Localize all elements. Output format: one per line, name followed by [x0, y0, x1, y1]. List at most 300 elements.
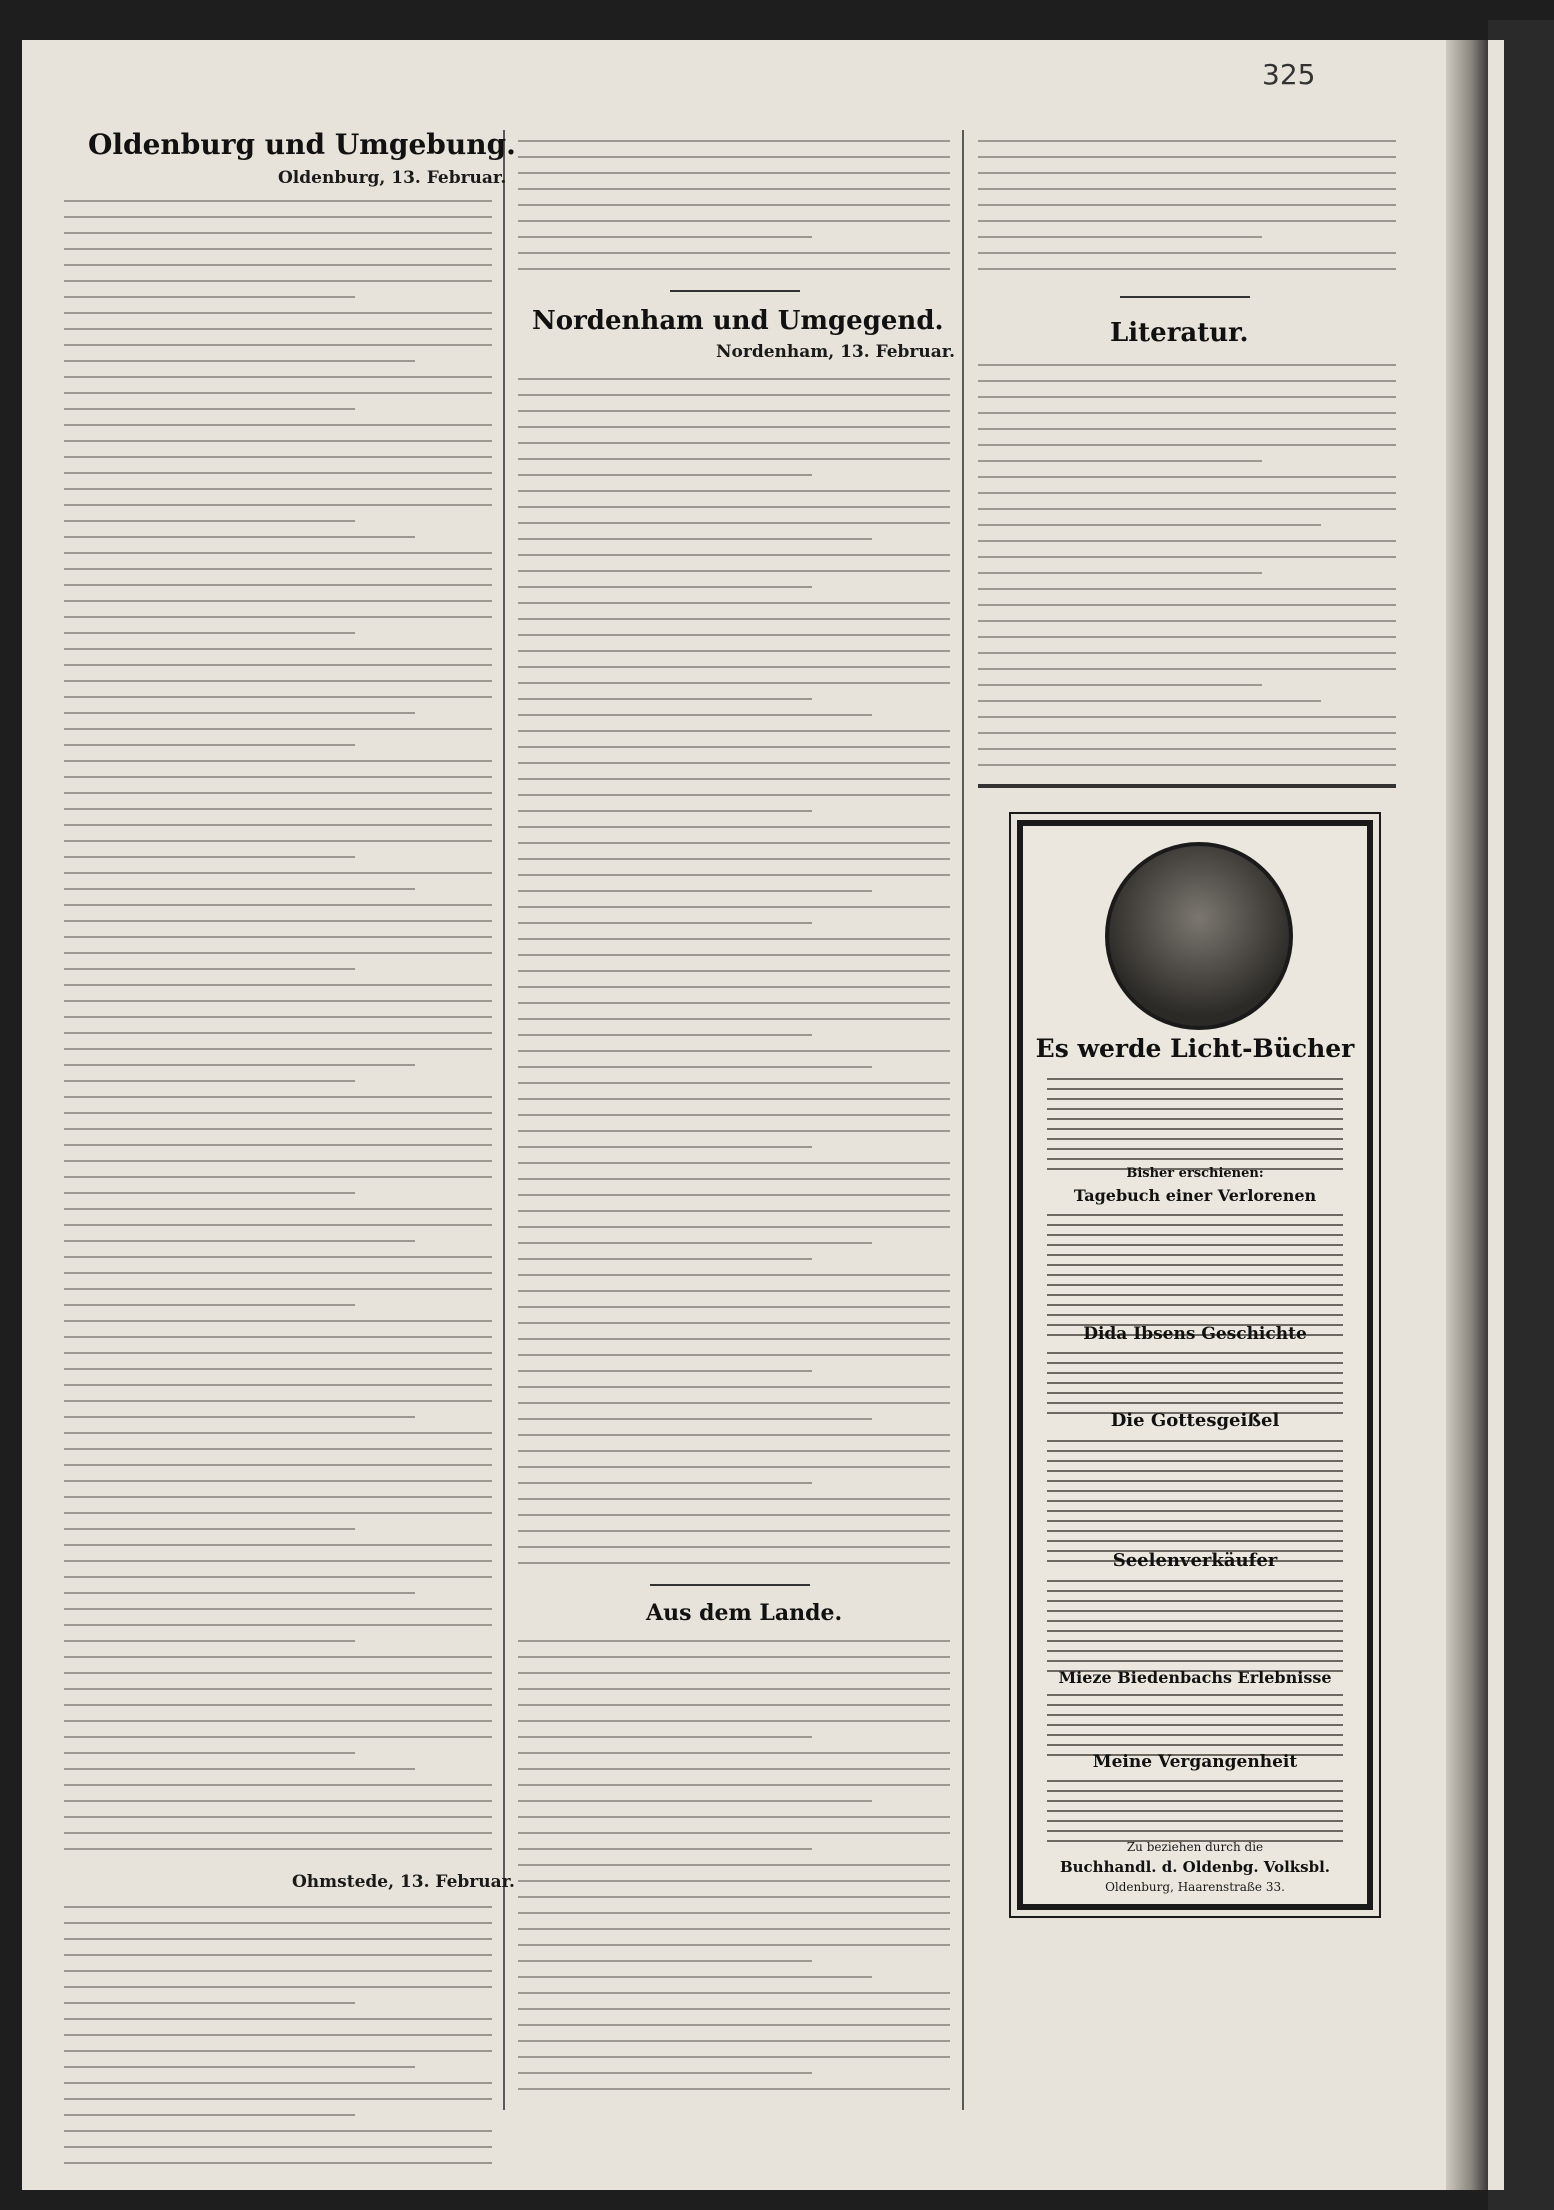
text-line: [518, 698, 812, 700]
text-line: [518, 778, 950, 780]
text-line: [518, 1992, 950, 1994]
text-line: [978, 668, 1396, 670]
text-line: [64, 1954, 492, 1956]
col3-text-block: [978, 364, 1396, 780]
text-line: [1047, 1148, 1343, 1150]
text-line: [1047, 1800, 1343, 1802]
text-line: [64, 2050, 492, 2052]
text-line: [64, 1400, 492, 1402]
text-line: [518, 490, 950, 492]
text-line: [1047, 1244, 1343, 1246]
text-line: [64, 1208, 492, 1210]
text-line: [64, 616, 492, 618]
text-line: [64, 536, 415, 538]
text-line: [518, 1338, 950, 1340]
text-line: [64, 1352, 492, 1354]
text-line: [64, 1304, 355, 1306]
text-line: [64, 1720, 492, 1722]
text-line: [518, 1784, 950, 1786]
text-line: [518, 1720, 950, 1722]
text-line: [518, 538, 872, 540]
text-line: [1047, 1790, 1343, 1792]
text-line: [64, 632, 355, 634]
text-line: [64, 248, 492, 250]
text-line: [1047, 1118, 1343, 1120]
text-line: [1047, 1660, 1343, 1662]
text-line: [1047, 1520, 1343, 1522]
text-line: [64, 872, 492, 874]
column-rule-1: [503, 130, 505, 2110]
text-line: [64, 2082, 492, 2084]
text-line: [64, 1592, 415, 1594]
col1-text-block-2: [64, 1906, 492, 2178]
text-line: [518, 1816, 950, 1818]
text-line: [1047, 1382, 1343, 1384]
text-line: [64, 1320, 492, 1322]
text-line: [64, 1368, 492, 1370]
text-line: [518, 922, 812, 924]
text-line: [64, 1608, 492, 1610]
text-line: [64, 456, 492, 458]
text-line: [518, 1482, 812, 1484]
col2-heading: Nordenham und Umgegend.: [532, 306, 944, 336]
text-line: [518, 156, 950, 158]
text-line: [978, 748, 1396, 750]
text-line: [64, 776, 492, 778]
text-line: [64, 1784, 492, 1786]
col1-dateline: Oldenburg, 13. Februar.: [278, 168, 507, 188]
col2-text-block-2: [518, 1640, 950, 2104]
text-line: [518, 1434, 950, 1436]
text-line: [518, 1562, 950, 1564]
text-line: [1047, 1540, 1343, 1542]
text-line: [64, 1128, 492, 1130]
text-line: [518, 554, 950, 556]
col3-divider-2: [978, 784, 1396, 788]
text-line: [1047, 1138, 1343, 1140]
text-line: [1047, 1274, 1343, 1276]
text-line: [1047, 1620, 1343, 1622]
text-line: [518, 1944, 950, 1946]
text-line: [1047, 1264, 1343, 1266]
text-line: [64, 1240, 415, 1242]
text-line: [518, 1018, 950, 1020]
text-line: [1047, 1780, 1343, 1782]
text-line: [1047, 1640, 1343, 1642]
text-line: [64, 760, 492, 762]
text-line: [518, 954, 950, 956]
text-line: [64, 664, 492, 666]
text-line: [518, 1034, 812, 1036]
text-line: [1047, 1402, 1343, 1404]
text-line: [978, 460, 1262, 462]
text-line: [64, 1160, 492, 1162]
text-line: [518, 714, 872, 716]
text-line: [1047, 1600, 1343, 1602]
text-line: [518, 1514, 950, 1516]
text-line: [64, 1432, 492, 1434]
text-line: [518, 1768, 950, 1770]
text-line: [978, 364, 1396, 366]
page-number: 325: [1262, 58, 1316, 91]
text-line: [1047, 1440, 1343, 1442]
col3-text-top: [978, 140, 1396, 284]
text-line: [64, 1832, 492, 1834]
text-line: [518, 1274, 950, 1276]
text-line: [64, 1256, 492, 1258]
text-line: [978, 204, 1396, 206]
text-line: [64, 1224, 492, 1226]
text-line: [64, 312, 492, 314]
text-line: [518, 826, 950, 828]
page-edge-shadow: [1446, 40, 1488, 2190]
text-line: [978, 764, 1396, 766]
col2-divider-1: [670, 290, 800, 292]
text-line: [518, 730, 950, 732]
text-line: [64, 1624, 492, 1626]
text-line: [1047, 1372, 1343, 1374]
col1-text-block: [64, 200, 492, 1864]
text-line: [64, 1480, 492, 1482]
text-line: [1047, 1234, 1343, 1236]
column-rule-2: [962, 130, 964, 2110]
text-line: [64, 1064, 415, 1066]
text-line: [978, 524, 1321, 526]
text-line: [1047, 1158, 1343, 1160]
text-line: [518, 1688, 950, 1690]
text-line: [64, 920, 492, 922]
text-line: [518, 1800, 872, 1802]
text-line: [518, 602, 950, 604]
text-line: [64, 728, 492, 730]
text-line: [64, 472, 492, 474]
text-line: [518, 794, 950, 796]
text-line: [1047, 1820, 1343, 1822]
text-line: [978, 604, 1396, 606]
text-line: [518, 2040, 950, 2042]
ad-book-1: Tagebuch einer Verlorenen: [1073, 1186, 1317, 1205]
text-line: [64, 344, 492, 346]
ad-intro-text: [1047, 1078, 1343, 1178]
text-line: [518, 1466, 950, 1468]
text-line: [64, 520, 355, 522]
text-line: [518, 1912, 950, 1914]
text-line: [64, 1672, 492, 1674]
text-line: [978, 156, 1396, 158]
text-line: [64, 1112, 492, 1114]
text-line: [518, 618, 950, 620]
text-line: [64, 584, 492, 586]
text-line: [64, 1288, 492, 1290]
text-line: [64, 1688, 492, 1690]
text-line: [518, 2024, 950, 2026]
text-line: [1047, 1362, 1343, 1364]
text-line: [64, 1144, 492, 1146]
text-line: [64, 440, 492, 442]
text-line: [978, 252, 1396, 254]
text-line: [64, 2098, 492, 2100]
text-line: [518, 1498, 950, 1500]
text-line: [518, 2056, 950, 2058]
text-line: [1047, 1294, 1343, 1296]
text-line: [518, 394, 950, 396]
text-line: [518, 220, 950, 222]
text-line: [64, 1176, 492, 1178]
text-line: [518, 970, 950, 972]
text-line: [518, 1354, 950, 1356]
text-line: [1047, 1704, 1343, 1706]
text-line: [64, 1464, 492, 1466]
text-line: [518, 762, 950, 764]
text-line: [1047, 1088, 1343, 1090]
text-line: [518, 410, 950, 412]
text-line: [978, 636, 1396, 638]
col2-text-top: [518, 140, 950, 284]
text-line: [1047, 1314, 1343, 1316]
text-line: [518, 1546, 950, 1548]
text-line: [518, 586, 812, 588]
text-line: [518, 1306, 950, 1308]
text-line: [64, 1048, 492, 1050]
text-line: [64, 648, 492, 650]
text-line: [518, 570, 950, 572]
text-line: [1047, 1284, 1343, 1286]
text-line: [1047, 1470, 1343, 1472]
ad-book-4: Seelenverkäufer: [1112, 1550, 1278, 1571]
text-line: [64, 2146, 492, 2148]
text-line: [518, 458, 950, 460]
text-line: [1047, 1490, 1343, 1492]
text-line: [1047, 1450, 1343, 1452]
col1-subdateline: Ohmstede, 13. Februar.: [292, 1872, 515, 1892]
text-line: [64, 984, 492, 986]
text-line: [518, 1226, 950, 1228]
text-line: [1047, 1480, 1343, 1482]
text-line: [518, 1242, 872, 1244]
text-line: [518, 1162, 950, 1164]
text-line: [1047, 1610, 1343, 1612]
text-line: [978, 700, 1321, 702]
text-line: [518, 236, 812, 238]
col2-subheading: Aus dem Lande.: [646, 1600, 843, 1626]
col3-divider-1: [1120, 296, 1250, 298]
col2-text-block: [518, 378, 950, 1578]
text-line: [978, 556, 1396, 558]
text-line: [518, 1386, 950, 1388]
text-line: [64, 1906, 492, 1908]
text-line: [64, 200, 492, 202]
text-line: [978, 188, 1396, 190]
text-line: [978, 380, 1396, 382]
text-line: [518, 858, 950, 860]
text-line: [64, 824, 492, 826]
text-line: [1047, 1744, 1343, 1746]
text-line: [518, 1130, 950, 1132]
text-line: [1047, 1108, 1343, 1110]
text-line: [64, 1528, 355, 1530]
text-line: [978, 684, 1262, 686]
text-line: [64, 1938, 492, 1940]
ad-series-title: Es werde Licht-Bücher: [1035, 1034, 1355, 1063]
text-line: [518, 1418, 872, 1420]
text-line: [518, 1210, 950, 1212]
text-line: [978, 428, 1396, 430]
text-line: [518, 1146, 812, 1148]
text-line: [978, 172, 1396, 174]
text-line: [978, 220, 1396, 222]
text-line: [978, 732, 1396, 734]
text-line: [1047, 1650, 1343, 1652]
text-line: [1047, 1352, 1343, 1354]
text-line: [518, 1258, 812, 1260]
text-line: [518, 522, 950, 524]
text-line: [64, 936, 492, 938]
text-line: [64, 1800, 492, 1802]
text-line: [518, 682, 950, 684]
text-line: [1047, 1304, 1343, 1306]
text-line: [64, 232, 492, 234]
text-line: [64, 1704, 492, 1706]
text-line: [518, 1960, 812, 1962]
ad-publisher: Buchhandl. d. Oldenbg. Volksbl.: [1059, 1858, 1331, 1876]
text-line: [64, 296, 355, 298]
text-line: [64, 1576, 492, 1578]
ad-order-note: Zu beziehen durch die: [1126, 1840, 1264, 1854]
text-line: [64, 488, 492, 490]
ad-book-3: Die Gottesgeißel: [1110, 1410, 1280, 1431]
text-line: [64, 904, 492, 906]
text-line: [64, 696, 492, 698]
text-line: [518, 1450, 950, 1452]
text-line: [978, 652, 1396, 654]
text-line: [1047, 1714, 1343, 1716]
text-line: [64, 328, 492, 330]
text-line: [518, 1098, 950, 1100]
text-line: [978, 412, 1396, 414]
text-line: [64, 2130, 492, 2132]
text-line: [64, 1272, 492, 1274]
text-line: [64, 1986, 492, 1988]
text-line: [518, 2008, 950, 2010]
text-line: [64, 680, 492, 682]
ad-book-2: Dida Ibsens Geschichte: [1083, 1324, 1307, 1344]
text-line: [518, 1976, 872, 1978]
text-line: [518, 1402, 950, 1404]
text-line: [518, 874, 950, 876]
text-line: [64, 792, 492, 794]
text-line: [64, 408, 355, 410]
text-line: [518, 1530, 950, 1532]
text-line: [518, 1704, 950, 1706]
col3-heading: Literatur.: [1110, 318, 1249, 348]
text-line: [64, 1416, 415, 1418]
text-line: [1047, 1460, 1343, 1462]
text-line: [64, 376, 492, 378]
text-line: [518, 810, 812, 812]
text-line: [64, 360, 415, 362]
text-line: [64, 264, 492, 266]
text-line: [518, 1864, 950, 1866]
allegorical-medallion-illustration: [1105, 842, 1293, 1030]
text-line: [64, 280, 492, 282]
text-line: [518, 1050, 950, 1052]
text-line: [518, 1114, 950, 1116]
text-line: [978, 620, 1396, 622]
text-line: [978, 268, 1396, 270]
text-line: [518, 2072, 812, 2074]
text-line: [518, 188, 950, 190]
text-line: [518, 426, 950, 428]
text-line: [978, 588, 1396, 590]
text-line: [518, 1752, 950, 1754]
text-line: [518, 666, 950, 668]
text-line: [1047, 1630, 1343, 1632]
text-line: [1047, 1224, 1343, 1226]
text-line: [64, 888, 415, 890]
text-line: [518, 1640, 950, 1642]
col1-heading: Oldenburg und Umgebung.: [88, 128, 516, 161]
text-line: [978, 572, 1262, 574]
text-line: [1047, 1500, 1343, 1502]
text-line: [64, 2034, 492, 2036]
text-line: [1047, 1078, 1343, 1080]
text-line: [518, 442, 950, 444]
text-line: [518, 474, 812, 476]
text-line: [64, 2066, 415, 2068]
text-line: [1047, 1530, 1343, 1532]
text-line: [64, 1736, 492, 1738]
text-line: [64, 744, 355, 746]
ad-book-5: Mieze Biedenbachs Erlebnisse: [1058, 1668, 1332, 1687]
text-line: [64, 568, 492, 570]
text-line: [64, 1640, 355, 1642]
text-line: [518, 1896, 950, 1898]
text-line: [64, 1544, 492, 1546]
text-line: [64, 1032, 492, 1034]
text-line: [518, 746, 950, 748]
text-line: [64, 1752, 355, 1754]
text-line: [978, 236, 1262, 238]
text-line: [1047, 1214, 1343, 1216]
text-line: [518, 890, 872, 892]
text-line: [64, 504, 492, 506]
text-line: [518, 986, 950, 988]
text-line: [64, 552, 492, 554]
text-line: [64, 2002, 355, 2004]
text-line: [64, 1448, 492, 1450]
text-line: [64, 856, 355, 858]
text-line: [64, 216, 492, 218]
text-line: [978, 140, 1396, 142]
text-line: [518, 1178, 950, 1180]
text-line: [518, 1290, 950, 1292]
col2-dateline: Nordenham, 13. Februar.: [716, 342, 956, 362]
text-line: [64, 1000, 492, 1002]
text-line: [64, 392, 492, 394]
text-line: [978, 716, 1396, 718]
text-line: [518, 1832, 950, 1834]
text-line: [518, 268, 950, 270]
text-line: [1047, 1810, 1343, 1812]
text-line: [518, 1322, 950, 1324]
text-line: [64, 1768, 415, 1770]
text-line: [64, 1384, 492, 1386]
text-line: [978, 476, 1396, 478]
text-line: [978, 540, 1396, 542]
text-line: [64, 808, 492, 810]
text-line: [518, 252, 950, 254]
text-line: [518, 906, 950, 908]
